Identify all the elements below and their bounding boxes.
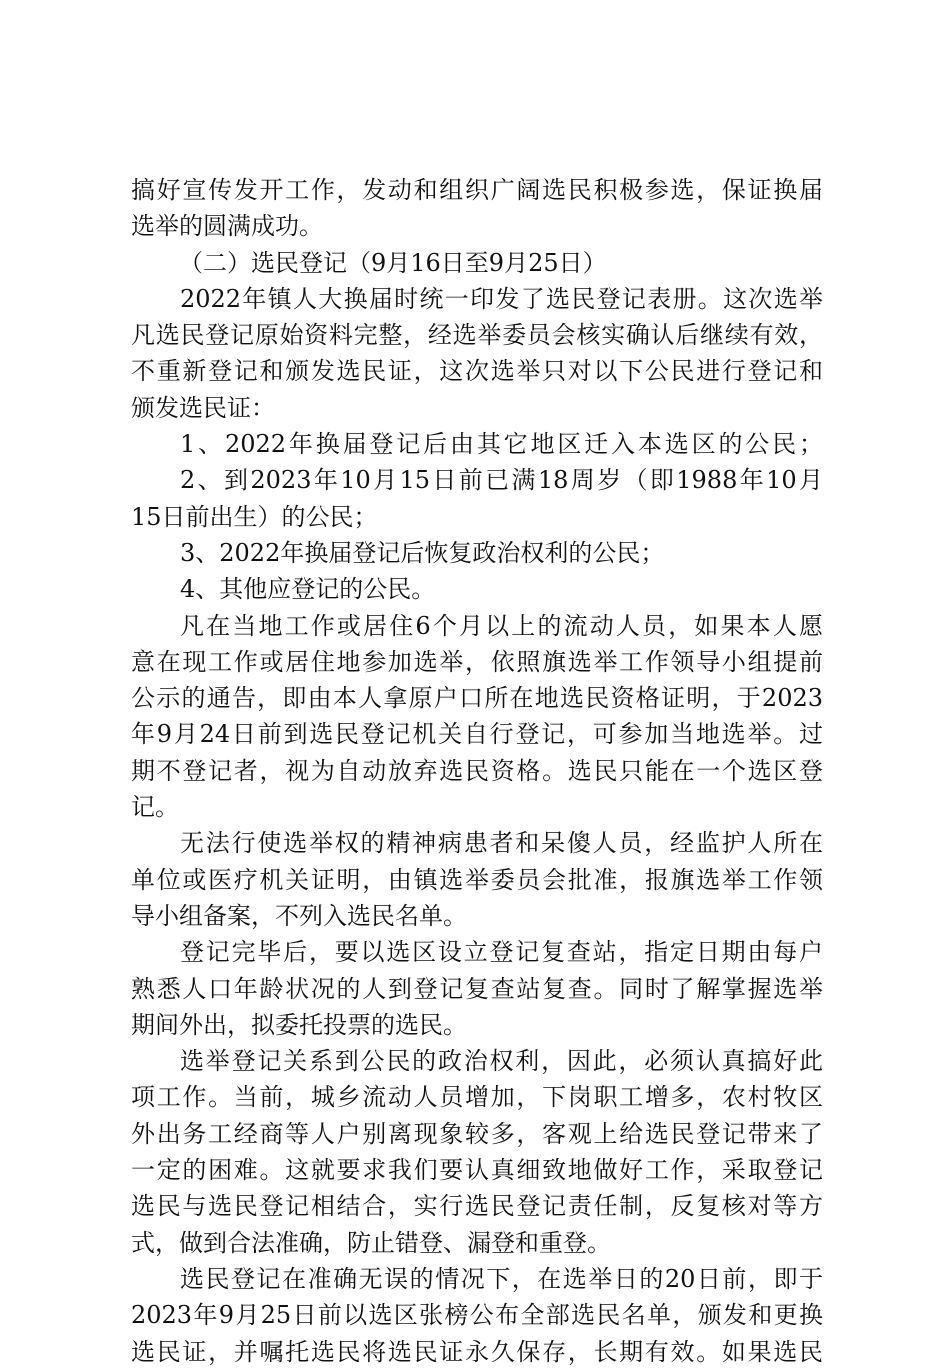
body-text-line: 年9月24日前到选民登记机关自行登记，可参加当地选举。过 <box>131 720 823 749</box>
list-item-line: 3、2022年换届登记后恢复政治权利的公民； <box>180 538 665 567</box>
body-text-line: 期间外出，拟委托投票的选民。 <box>131 1010 467 1039</box>
body-text-line: 导小组备案，不列入选民名单。 <box>131 901 467 930</box>
body-text-line: 期不登记者，视为自动放弃选民资格。选民只能在一个选区登 <box>131 756 823 785</box>
body-text-line: 意在现工作或居住地参加选举，依照旗选举工作领导小组提前 <box>131 647 823 676</box>
body-text-line: 选举的圆满成功。 <box>131 212 323 241</box>
body-text-line: 外出务工经商等人户别离现象较多，客观上给选民登记带来了 <box>131 1119 823 1148</box>
list-item-line: 15日前出生）的公民； <box>131 502 378 531</box>
body-text-line: 登记完毕后，要以选区设立登记复查站，指定日期由每户 <box>180 938 823 967</box>
body-text-line: 选民与选民登记相结合，实行选民登记责任制，反复核对等方 <box>131 1192 823 1221</box>
body-text-line: 记。 <box>131 793 179 822</box>
body-text-line: 式，做到合法准确，防止错登、漏登和重登。 <box>131 1228 611 1257</box>
list-item-line: 1、2022年换届登记后由其它地区迁入本选区的公民； <box>180 430 823 459</box>
list-item-line: 4、其他应登记的公民。 <box>180 575 436 604</box>
body-text-line: 颁发选民证： <box>131 393 275 422</box>
body-text-line: 2023年9月25日前以选区张榜公布全部选民名单，颁发和更换 <box>131 1301 823 1330</box>
body-text-line: 选民登记在准确无误的情况下，在选举日的20日前，即于 <box>180 1264 823 1293</box>
body-text-line: 公示的通告，即由本人拿原户口所在地选民资格证明，于2023 <box>131 684 823 713</box>
body-text-line: 单位或医疗机关证明，由镇选举委员会批准，报旗选举工作领 <box>131 865 823 894</box>
section-heading: （二）选民登记（9月16日至9月25日） <box>179 248 607 277</box>
body-text-line: 凡在当地工作或居住6个月以上的流动人员，如果本人愿 <box>180 611 823 640</box>
body-text-line: 项工作。当前，城乡流动人员增加，下岗职工增多，农村牧区 <box>131 1083 823 1112</box>
body-text-line: 选举登记关系到公民的政治权利，因此，必须认真搞好此 <box>180 1047 823 1076</box>
body-text-line: 凡选民登记原始资料完整，经选举委员会核实确认后继续有效， <box>131 321 823 350</box>
body-text-line: 熟悉人口年龄状况的人到登记复查站复查。同时了解掌握选举 <box>131 974 823 1003</box>
body-text-line: 一定的困难。这就要求我们要认真细致地做好工作，采取登记 <box>131 1156 823 1185</box>
body-text-line: 无法行使选举权的精神病患者和呆傻人员，经监护人所在 <box>180 829 823 858</box>
body-text-line: 搞好宣传发开工作，发动和组织广阔选民积极参选，保证换届 <box>131 176 823 204</box>
body-text-line: 不重新登记和颁发选民证，这次选举只对以下公民进行登记和 <box>131 357 823 386</box>
document-body <box>131 172 823 1370</box>
list-item-line: 2、到2023年10月15日前已满18周岁（即1988年10月 <box>180 466 823 495</box>
body-text-line: 选民证，并嘱托选民将选民证永久保存，长期有效。如果选民 <box>131 1337 823 1366</box>
body-text-line: 2022年镇人大换届时统一印发了选民登记表册。这次选举 <box>180 284 823 313</box>
